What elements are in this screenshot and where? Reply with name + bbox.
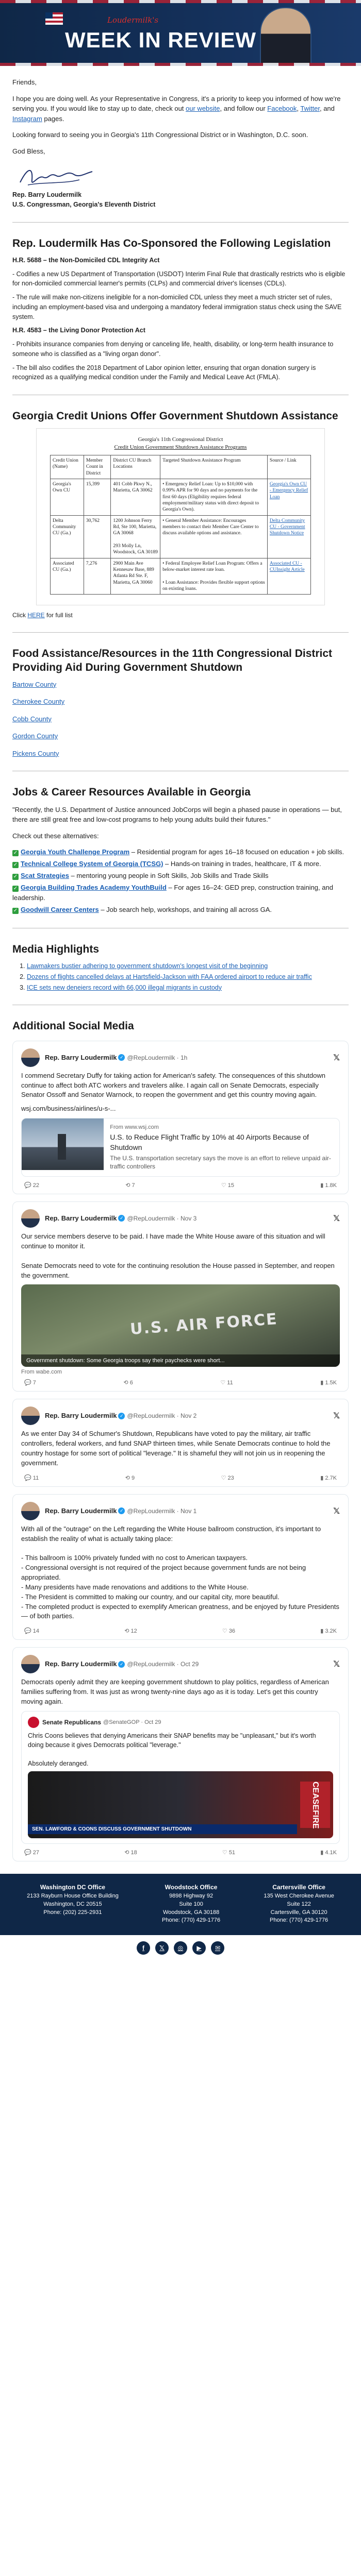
instagram-icon[interactable]: ◎ [174, 1941, 187, 1955]
views-icon: ▮ [320, 1628, 325, 1635]
post-metrics [21, 1180, 340, 1189]
reply-icon: 💬 [24, 1182, 33, 1189]
social-section [0, 1020, 361, 1033]
metric-count: 15 [227, 1182, 235, 1189]
program-link[interactable]: Technical College System of Georgia (TCSG) [21, 859, 163, 868]
metric[interactable] [320, 1379, 337, 1386]
metric-count: 11 [227, 1380, 233, 1386]
flag-stripe [0, 0, 361, 3]
author-handle: @RepLoudermilk · Nov 1 [127, 1507, 197, 1515]
post-metrics [21, 1847, 340, 1856]
section-heading: Jobs & Career Resources Available in Georgia [12, 786, 251, 799]
credit-union-document [36, 428, 325, 605]
bill-name: H.R. 5688 – the Non-Domiciled CDL Integrity Act [12, 256, 160, 264]
metric-count: 4.1K [325, 1850, 337, 1856]
office-address [27, 1883, 119, 1925]
program-link[interactable]: Scat Strategies [21, 871, 69, 879]
table-cell: 401 Cobb Pkwy N., Marietta, GA 30062 [111, 479, 160, 515]
verified-icon: ✓ [118, 1661, 125, 1668]
author-handle: @RepLoudermilk · Nov 2 [127, 1412, 197, 1420]
county-link-row [12, 697, 349, 707]
post-text: Democrats openly admit they are keeping government shutdown to play politics, regardless of American families suffering from. It was just as wrong twenty-nine days ago as it is today. Let's get this country moving again. [21, 1678, 329, 1705]
county-link[interactable]: Cherokee County [12, 698, 65, 706]
office-line: Suite 122 [287, 1901, 311, 1907]
avatar [21, 1655, 40, 1673]
post-header [21, 1502, 340, 1520]
post-list [0, 1041, 361, 1862]
table-cell: • General Member Assistance: Encourages members to contact their Member Care Center to discuss available options and assistance. [160, 515, 268, 558]
post-text: With all of the "outrage" on the Left regarding the White House ballroom construction, it's important to establish the reality of what is actually taking place: - This ballroom is 100% privately funded with no cost to American taxpayers. - Congressional oversight is not required of the project because government funds are not being appropriated. - Many presidents have made renovations and additions to the White House. - The President is committed to making our country, and our capital city, more beautiful. - The completed product is expected to exemplify American greatness, and be enjoyed by future Presidents — of both parties. [21, 1524, 339, 1620]
post-text: As we enter Day 34 of Schumer's Shutdown, Republicans have voted to pay the military, air traffic controllers, federal workers, and fund SNAP thirteen times, while Senate Democrats continue to hold the country hostage for some sort of political "leverage." It is shameful they will not join us in reopening the government. [21, 1430, 331, 1467]
county-link[interactable]: Bartow County [12, 680, 57, 688]
bill-item: - Codifies a new US Department of Transportation (USDOT) Interim Final Rule that drastically restricts who is eligible for non-domiciled commercial learner's permits (CLPs) and commercial driver's licenses (CDLs). [12, 270, 346, 287]
greeting: Friends, [12, 78, 37, 86]
post-header [21, 1655, 340, 1673]
table-header-cell: Member Count in District [84, 455, 111, 479]
office-name: Washington DC Office [40, 1884, 106, 1891]
youtube-icon[interactable]: ▶ [192, 1941, 206, 1955]
section-heading: Rep. Loudermilk Has Co-Sponsored the Following Legislation [12, 237, 331, 249]
table-cell: 7,276 [84, 558, 111, 595]
intro-paragraph-2: Looking forward to seeing you in Georgia's 11th Congressional District or in Washington, D.C. soon. [12, 131, 308, 139]
credit-union-section [0, 410, 361, 423]
media-list [12, 961, 349, 992]
x-icon[interactable]: 𝕏 [155, 1941, 169, 1955]
metric[interactable] [222, 1628, 235, 1634]
media-section [0, 943, 361, 993]
metric-count: 12 [130, 1628, 137, 1635]
office-line: Suite 100 [179, 1901, 203, 1907]
metric-count: 22 [32, 1182, 40, 1189]
metric[interactable] [24, 1379, 36, 1386]
author-name: Rep. Barry Loudermilk [45, 1660, 117, 1668]
x-logo-icon: 𝕏 [333, 1506, 340, 1516]
author [45, 1411, 196, 1420]
social-post[interactable] [12, 1041, 349, 1195]
bill-name: H.R. 4583 – the Living Donor Protection Act [12, 327, 145, 334]
table-cell: 2900 Main Ave Kennesaw Base, 889 Atlanta Rd Ste. F, Marietta, GA 30060 [111, 558, 160, 595]
metric[interactable] [222, 1849, 235, 1856]
congressman-portrait [260, 7, 311, 66]
metric[interactable] [123, 1379, 133, 1386]
media-caption: Government shutdown: Some Georgia troops say their paychecks were short... [21, 1354, 340, 1367]
author [45, 1506, 196, 1516]
metric-count: 36 [228, 1628, 236, 1635]
program-description: – Job search help, workshops, and training all across GA. [99, 906, 272, 914]
metric-count: 1.8K [325, 1182, 337, 1189]
program-description: – Residential program for ages 16–18 focused on education + job skills. [129, 848, 344, 856]
credit-union-table [50, 455, 311, 595]
metric[interactable] [320, 1628, 337, 1634]
list-item [12, 859, 349, 870]
metric-count: 18 [130, 1850, 137, 1856]
social-post[interactable] [12, 1494, 349, 1640]
table-cell: 1200 Johnson Ferry Rd, Ste 100, Marietta, GA 30068 293 Molly Ln, Woodstock, GA 30189 [111, 515, 160, 558]
section-heading: Georgia Credit Unions Offer Government Shutdown Assistance [12, 410, 338, 422]
closing: God Bless, [12, 147, 45, 155]
county-link-row [12, 731, 349, 741]
like-icon: ♡ [220, 1380, 227, 1386]
metric-count: 7 [132, 1182, 135, 1189]
bill-item: - The rule will make non-citizens ineligible for a non-domiciled CDL unless they meet a much stricter set of rules, including an employment-based visa and undergoing a mandatory federal immigration status check using the SAVE system. [12, 294, 342, 320]
video-brand: CEASEFIRE [300, 1782, 330, 1828]
author [45, 1214, 196, 1223]
check-icon: ✓ [13, 861, 18, 868]
flag-icon [45, 12, 63, 25]
views-icon: ▮ [320, 1475, 325, 1481]
link-card-text [104, 1118, 339, 1176]
table-cell: • Federal Employee Relief Loan Program: Offers a below-market interest rate loan. • Loan Assistance: Provides flexible support options on existing loans. [160, 558, 268, 595]
metric-count: 9 [131, 1475, 135, 1481]
section-heading: Media Highlights [12, 943, 99, 955]
table-cell: 30,762 [84, 515, 111, 558]
social-post[interactable] [12, 1399, 349, 1486]
views-icon: ▮ [320, 1182, 325, 1189]
office-name: Woodstock Office [165, 1884, 218, 1891]
intro-paragraph: I hope you are doing well. As your Representative in Congress, it's a priority to keep you informed of how we're serving you. If you would like to stay up to date, check out our website, and follow our Facebook, Twitter, and Instagram pages. [12, 94, 341, 123]
x-logo-icon: 𝕏 [333, 1412, 340, 1421]
office-address [162, 1883, 220, 1925]
metric-count: 27 [32, 1850, 40, 1856]
office-name: Cartersville Office [272, 1884, 325, 1891]
check-icon: ✓ [13, 885, 18, 891]
metric-count: 7 [32, 1380, 36, 1386]
office-line: Washington, DC 20515 [43, 1901, 102, 1907]
table-cell: • Emergency Relief Loan: Up to $10,000 with 0.99% APR for 90 days and no payments for the first 60 days (Eligibility requires federal employment/military status with direct deposit to Georgia's Own). [160, 479, 268, 515]
email-icon[interactable]: ✉ [211, 1941, 224, 1955]
more-link-row: Click HERE for full list [12, 612, 73, 619]
footer-social-icons [0, 1935, 361, 1962]
intro-section [0, 66, 361, 210]
social-post[interactable] [12, 1201, 349, 1392]
quote-author-handle: @SenateGOP · Oct 29 [103, 1719, 161, 1725]
reply-icon: 💬 [24, 1628, 33, 1635]
list-item [27, 961, 349, 971]
author-name: Rep. Barry Loudermilk [45, 1053, 117, 1061]
list-item [27, 972, 349, 982]
signer-name: Rep. Barry Loudermilk [12, 191, 82, 198]
list-item [12, 871, 349, 882]
divider [12, 222, 349, 223]
divider [12, 632, 349, 633]
like-icon: ♡ [222, 1628, 229, 1635]
video-caption: SEN. LAWFORD & COONS DISCUSS GOVERNMENT SHUTDOWN [28, 1824, 297, 1834]
table-row [51, 479, 311, 515]
avatar [21, 1048, 40, 1067]
source-link[interactable]: Delta Community CU - Government Shutdown Notice [267, 515, 310, 558]
bill-item: - The bill also codifies the 2018 Department of Labor opinion letter, ensuring that organ donation surgery is recognized as a qualifying medical condition under the Family and Medical Leave Act (FMLA). [12, 364, 316, 381]
program-link[interactable]: Georgia Youth Challenge Program [21, 848, 130, 856]
like-icon: ♡ [221, 1182, 228, 1189]
reply-icon: 💬 [24, 1850, 33, 1856]
media-text: U.S. AIR FORCE [129, 1310, 278, 1339]
verified-icon: ✓ [118, 1507, 125, 1514]
county-link[interactable]: Pickens County [12, 749, 59, 757]
avatar [21, 1502, 40, 1520]
metric[interactable] [125, 1182, 135, 1189]
table-header-row [51, 455, 311, 479]
jobs-intro: "Recently, the U.S. Department of Justice announced JobCorps will begin a phased pause in operations — but, there are still great free and low-cost programs to help young adults build their futures." [12, 805, 342, 824]
post-header [21, 1048, 340, 1067]
bill-title [12, 256, 349, 265]
post-metrics [21, 1625, 340, 1634]
repost-icon: ⟲ [125, 1475, 132, 1481]
metric[interactable] [320, 1475, 337, 1481]
table-header-cell: Credit Union (Name) [51, 455, 84, 479]
metric[interactable] [220, 1379, 233, 1386]
section-heading: Additional Social Media [12, 1020, 134, 1032]
office-line: 135 West Cherokee Avenue [264, 1892, 334, 1899]
metric[interactable] [221, 1475, 234, 1481]
banner-title: WEEK IN REVIEW [65, 28, 257, 52]
office-line: Phone: (202) 225-2931 [43, 1909, 102, 1916]
metric[interactable] [125, 1475, 135, 1481]
list-item [12, 847, 349, 858]
repost-icon: ⟲ [124, 1850, 131, 1856]
verified-icon: ✓ [118, 1054, 125, 1061]
bill-item: - Prohibits insurance companies from denying or canceling life, health, disability, or long-term health insurance to someone who is classified as a "living organ donor". [12, 341, 334, 358]
metric-count: 51 [228, 1850, 236, 1856]
quote-text: Chris Coons believes that denying Americans their SNAP benefits may be "unpleasant," but it's worth doing because it gives Democrats political "leverage." Absolutely deranged. [28, 1732, 316, 1768]
quoted-post[interactable] [21, 1711, 340, 1844]
avatar [21, 1209, 40, 1228]
office-line: Phone: (770) 429-1776 [162, 1917, 221, 1924]
media-link[interactable]: Dozens of flights cancelled delays at Hartsfield-Jackson with FAA ordered airport to reduce air traffic [27, 973, 312, 980]
metric[interactable] [124, 1628, 137, 1634]
x-logo-icon: 𝕏 [333, 1053, 340, 1062]
post-metrics [21, 1472, 340, 1481]
metric-count: 23 [227, 1475, 234, 1481]
views-icon: ▮ [320, 1850, 325, 1856]
reply-icon: 💬 [24, 1475, 33, 1481]
post-header [21, 1209, 340, 1228]
repost-icon: ⟲ [123, 1380, 130, 1386]
author [45, 1053, 187, 1062]
table-caption: Georgia's 11th Congressional District [138, 436, 223, 443]
jobs-lead: Check out these alternatives: [12, 832, 99, 840]
website-link[interactable]: our website [186, 105, 220, 112]
table-cell: Georgia's Own CU [51, 479, 84, 515]
author-name: Rep. Barry Loudermilk [45, 1412, 117, 1420]
media-source: From wabe.com [21, 1369, 62, 1376]
program-link[interactable]: Goodwill Career Centers [21, 906, 99, 914]
program-description: – mentoring young people in Soft Skills, Job Skills and Trade Skills [69, 871, 269, 879]
list-item [27, 983, 349, 993]
county-link-row [12, 749, 349, 759]
bill-title [12, 326, 349, 335]
legislation-section [0, 237, 361, 383]
flag-stripe [0, 63, 361, 66]
post-media[interactable] [21, 1284, 340, 1367]
metric-count: 6 [129, 1380, 133, 1386]
link-card-domain: From www.wsj.com [110, 1124, 159, 1131]
county-link[interactable]: Gordon County [12, 732, 58, 740]
x-logo-icon: 𝕏 [333, 1214, 340, 1224]
metric[interactable] [24, 1849, 39, 1856]
repost-icon: ⟲ [125, 1182, 132, 1189]
source-link[interactable]: Georgia's Own CU - Emergency Relief Loan [267, 479, 310, 515]
table-cell: Delta Community CU (Ga.) [51, 515, 84, 558]
office-line: Cartersville, GA 30120 [270, 1909, 327, 1916]
metric[interactable] [320, 1182, 337, 1189]
metric[interactable] [221, 1182, 234, 1189]
post-header [21, 1406, 340, 1425]
signature-image [18, 164, 95, 190]
table-header-cell: Source / Link [267, 455, 310, 479]
table-row [51, 558, 311, 595]
facebook-icon[interactable]: f [137, 1941, 150, 1955]
list-item [12, 883, 349, 904]
program-description: – For ages 16–24: GED prep, construction training, and leadership. [12, 883, 333, 902]
county-link-list [12, 680, 349, 759]
program-link[interactable]: Georgia Building Trades Academy YouthBuild [21, 883, 167, 891]
jobs-list [12, 847, 349, 916]
signature [12, 162, 349, 190]
verified-icon: ✓ [118, 1215, 125, 1222]
table-row [51, 515, 311, 558]
social-post[interactable] [12, 1647, 349, 1861]
metric[interactable] [24, 1475, 39, 1481]
table-cell: 15,399 [84, 479, 111, 515]
quote-video[interactable] [28, 1771, 333, 1838]
county-link-row [12, 680, 349, 690]
x-logo-icon: 𝕏 [333, 1660, 340, 1669]
metric[interactable] [320, 1849, 337, 1856]
table-cell: Associated CU (Ga.) [51, 558, 84, 595]
instagram-link[interactable]: Instagram [12, 114, 42, 123]
avatar [21, 1406, 40, 1425]
reply-icon: 💬 [24, 1380, 33, 1386]
check-icon: ✓ [13, 850, 18, 856]
media-link[interactable]: Lawmakers bustier adhering to government shutdown's longest visit of the beginning [27, 962, 268, 970]
table-header-cell: District CU Branch Locations [111, 455, 160, 479]
metric-count: 1.5K [325, 1380, 337, 1386]
office-line: Woodstock, GA 30188 [162, 1909, 220, 1916]
county-link[interactable]: Cobb County [12, 715, 52, 723]
like-icon: ♡ [222, 1850, 229, 1856]
bill-list [12, 256, 349, 382]
media-link[interactable]: ICE sets new deneiers record with 66,000 illegal migrants in custody [27, 984, 222, 991]
office-line: 2133 Rayburn House Office Building [27, 1892, 119, 1899]
metric-count: 3.2K [325, 1628, 337, 1635]
author [45, 1659, 199, 1669]
author-handle: @RepLoudermilk · Oct 29 [127, 1660, 199, 1668]
county-link-row [12, 714, 349, 724]
full-list-link[interactable]: HERE [27, 612, 45, 619]
link-card-description: The U.S. transportation secretary says the move is an effort to relieve unpaid air-traffic controllers [110, 1154, 331, 1171]
quote-author-name: Senate Republicans [42, 1718, 102, 1726]
section-heading: Food Assistance/Resources in the 11th Congressional District Providing Aid During Government Shutdown [12, 648, 333, 673]
metric[interactable] [24, 1182, 39, 1189]
link-card-title: U.S. to Reduce Flight Traffic by 10% at 40 Airports Because of Shutdown [110, 1133, 309, 1152]
post-link[interactable]: wsj.com/business/airlines/u-s-... [21, 1105, 116, 1113]
signer-office: U.S. Congressman, Georgia's Eleventh District [12, 200, 156, 208]
banner-subtitle: Loudermilk's [107, 15, 159, 25]
check-icon: ✓ [13, 908, 18, 914]
metric[interactable] [24, 1628, 39, 1634]
metric-count: 2.7K [325, 1475, 337, 1481]
author-name: Rep. Barry Loudermilk [45, 1506, 117, 1515]
avatar [28, 1717, 39, 1728]
facebook-link[interactable]: Facebook [267, 105, 297, 112]
table-header-cell: Targeted Shutdown Assistance Program [160, 455, 268, 479]
jobs-section [0, 786, 361, 916]
views-icon: ▮ [320, 1380, 325, 1386]
twitter-link[interactable]: Twitter [300, 105, 320, 112]
author-handle: @RepLoudermilk · Nov 3 [127, 1215, 197, 1223]
header-banner [0, 0, 361, 66]
metric-count: 14 [32, 1628, 40, 1635]
author-name: Rep. Barry Loudermilk [45, 1214, 117, 1223]
office-line: 9898 Highway 92 [169, 1892, 214, 1899]
office-address [264, 1883, 334, 1925]
like-icon: ♡ [221, 1475, 228, 1481]
post-text: Our service members deserve to be paid. I have made the White House aware of this situation and will continue to monitor it. Senate Democrats need to vote for the continuing resolution the House passed in September, and reopen the government. [21, 1232, 335, 1279]
office-line: Phone: (770) 429-1776 [270, 1917, 329, 1924]
list-item [12, 905, 349, 916]
quote-header [28, 1717, 333, 1728]
author-handle: @RepLoudermilk · 1h [127, 1054, 188, 1061]
source-link[interactable]: Associated CU - CUInsight Article [267, 558, 310, 595]
program-description: – Hands-on training in trades, healthcare, IT & more. [163, 859, 321, 868]
verified-icon: ✓ [118, 1413, 125, 1419]
check-icon: ✓ [13, 873, 18, 879]
footer-offices [0, 1874, 361, 1935]
metric[interactable] [124, 1849, 137, 1856]
food-section [0, 647, 361, 758]
metric-count: 11 [32, 1475, 39, 1481]
post-text: I commend Secretary Duffy for taking action for American's safety. The consequences of this shutdown continue to affect both ATC workers and travelers alike. I again call on Senate Democrats, especially Senator Ossoff and Senator Warnock, to reopen the government and get this country moving again. [21, 1071, 325, 1099]
post-metrics [21, 1377, 340, 1386]
repost-icon: ⟲ [124, 1628, 131, 1635]
link-card-image [22, 1118, 104, 1170]
link-card[interactable] [21, 1118, 340, 1177]
table-caption: Credit Union Government Shutdown Assistance Programs [114, 444, 247, 450]
